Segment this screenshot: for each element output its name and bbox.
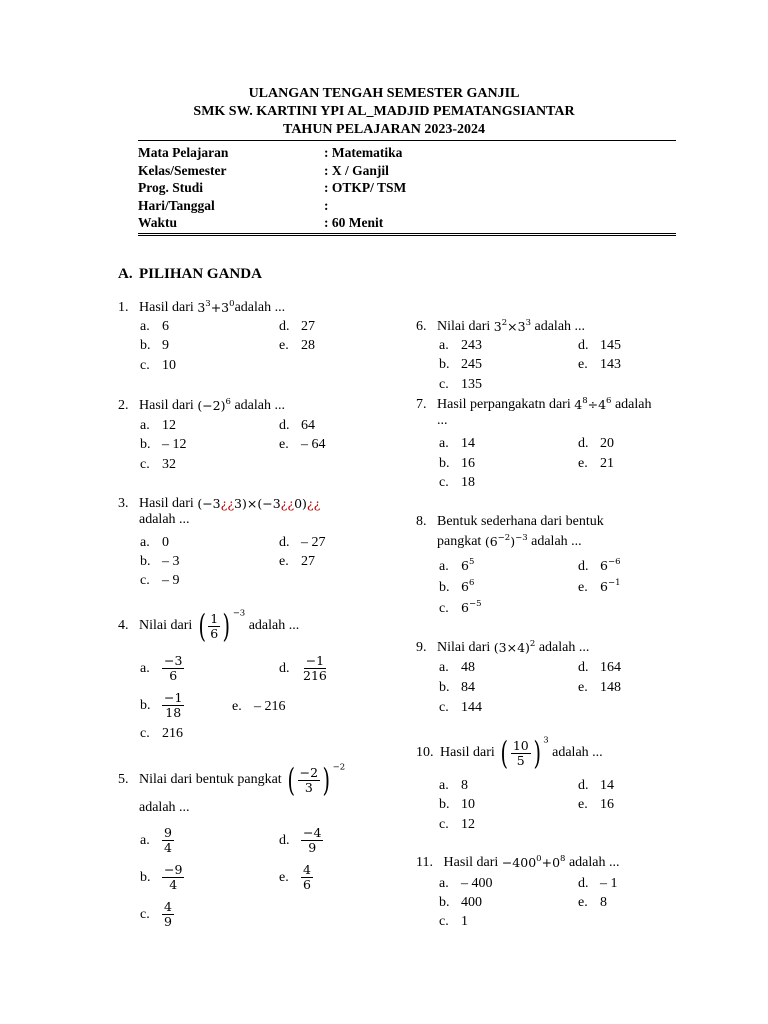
q10-option-c[interactable]: c. 12 [439,817,475,832]
q3-option-e[interactable]: e. 27 [279,554,315,569]
q7-option-d[interactable]: d. 20 [578,436,614,451]
q6-option-e[interactable]: e. 143 [578,357,621,372]
question-3-expression: (−3¿¿3)×(−3¿¿0)¿¿ [197,496,321,511]
header-line-2: SMK SW. KARTINI YPI AL_MADJID PEMATANGSIANTAR [193,104,575,119]
question-9-expression: $(3\times 4)^2$ [493,639,536,655]
question-10: 10. Hasil dari ( $\frac{10}{5}$ ) $^3$ adalah ... [416,734,603,772]
q9-option-b[interactable]: b. 84 [439,680,475,695]
q8-option-e[interactable]: e. $6^{-1}$ [578,578,621,595]
info-row-date: Hari/Tanggal : [138,197,329,213]
q11-option-e[interactable]: e. 8 [578,895,607,910]
q11-option-a[interactable]: a. – 400 [439,876,493,891]
q1-option-e[interactable]: e. 28 [279,338,315,353]
q10-option-d[interactable]: d. 14 [578,778,614,793]
header-line-1: ULANGAN TENGAH SEMESTER GANJIL [248,86,520,101]
question-6-expression: $3^2\times 3^3$ [493,318,531,334]
q5-option-e[interactable]: e. $\frac{4}{6}$ [279,862,311,892]
section-title: A. PILIHAN GANDA [118,266,262,282]
question-8-expression: $(6^{-2})^{-3}$ [484,533,528,549]
question-6: 6. Nilai dari $3^2\times 3^3$ adalah ... [416,318,586,334]
info-row-class: Kelas/Semester : X / Ganjil [138,162,389,178]
q9-option-c[interactable]: c. 144 [439,700,482,715]
q1-option-a[interactable]: a. 6 [140,319,169,334]
q11-option-c[interactable]: c. 1 [439,914,468,929]
info-row-subject: Mata Pelajaran : Matematika [138,145,403,160]
q7-option-b[interactable]: b. 16 [439,456,475,471]
question-9: 9. Nilai dari $(3\times 4)^2$ adalah ... [416,639,590,655]
question-4: 4. Nilai dari ( $\frac{1}{6}$ ) $^{-3}$ adalah ... [118,607,300,645]
bottom-rule [138,233,676,236]
question-1-expression: $3^3+3^0$ [197,299,235,315]
question-8: 8. Bentuk sederhana dari bentuk pangkat $(6^{-2})^{-3}$ adalah ... [416,514,604,549]
q3-option-c[interactable]: c. – 9 [140,573,180,588]
q7-option-c[interactable]: c. 18 [439,475,475,490]
q11-option-b[interactable]: b. 400 [439,895,482,910]
question-2-expression: $(-2)^6$ [197,397,231,413]
question-2: 2. Hasil dari $(-2)^6$ adalah ... [118,397,285,413]
q8-option-c[interactable]: c. $6^{-5}$ [439,599,482,616]
q3-option-b[interactable]: b. – 3 [140,554,180,569]
question-11: 11. Hasil dari $-400^0+0^8$ adalah ... [416,854,620,870]
top-rule [138,140,676,141]
question-5: 5. Nilai dari bentuk pangkat ( $\frac{-2}{3}$ ) $^{-2}$ adalah ... [118,761,346,815]
q2-option-e[interactable]: e. – 64 [279,437,326,452]
q6-option-b[interactable]: b. 245 [439,357,482,372]
q4-option-c[interactable]: c. 216 [140,726,183,741]
q8-option-b[interactable]: b. $6^6$ [439,578,475,595]
q7-option-e[interactable]: e. 21 [578,456,614,471]
q3-option-d[interactable]: d. – 27 [279,535,326,550]
q8-option-a[interactable]: a. $6^5$ [439,557,475,574]
q1-option-d[interactable]: d. 27 [279,319,315,334]
q4-option-e[interactable]: e. – 216 [232,699,286,714]
exam-info-table [138,140,676,236]
question-5-expression: ( $\frac{-2}{3}$ ) $^{-2}$ [287,761,346,799]
question-4-expression: ( $\frac{1}{6}$ ) $^{-3}$ [198,607,246,645]
header-line-3: TAHUN PELAJARAN 2023-2024 [283,122,485,137]
question-10-expression: ( $\frac{10}{5}$ ) $^3$ [500,734,549,772]
question-11-expression: $-400^0+0^8$ [501,854,566,870]
q4-option-d[interactable]: d. $\frac{-1}{216}$ [279,653,327,683]
q6-option-d[interactable]: d. 145 [578,338,621,353]
question-7: 7. Hasil perpangakatn dari $4^8\div 4^6$ adalah ... [416,396,652,428]
info-row-program: Prog. Studi : OTKP/ TSM [138,180,407,196]
q5-option-c[interactable]: c. $\frac{4}{9}$ [140,899,172,929]
q10-option-e[interactable]: e. 16 [578,797,614,812]
q1-option-c[interactable]: c. 10 [140,358,176,373]
q10-option-a[interactable]: a. 8 [439,778,468,793]
exam-header [0,85,768,139]
info-row-time: Waktu : 60 Menit [138,215,384,231]
q10-option-b[interactable]: b. 10 [439,797,475,812]
q7-option-a[interactable]: a. 14 [439,436,475,451]
q3-option-a[interactable]: a. 0 [140,535,169,550]
question-3: 3. Hasil dari (−3¿¿3)×(−3¿¿0)¿¿ adalah ... [118,496,321,527]
q9-option-d[interactable]: d. 164 [578,660,621,675]
q2-option-a[interactable]: a. 12 [140,418,176,433]
q5-option-a[interactable]: a. $\frac{9}{4}$ [140,825,172,855]
q8-option-d[interactable]: d. $6^{-6}$ [578,557,621,574]
q9-option-a[interactable]: a. 48 [439,660,475,675]
q9-option-e[interactable]: e. 148 [578,680,621,695]
q2-option-c[interactable]: c. 32 [140,457,176,472]
q6-option-a[interactable]: a. 243 [439,338,482,353]
q11-option-d[interactable]: d. – 1 [578,876,618,891]
q4-option-a[interactable]: a. $\frac{-3}{6}$ [140,653,183,683]
q2-option-d[interactable]: d. 64 [279,418,315,433]
q1-option-b[interactable]: b. 9 [140,338,169,353]
q2-option-b[interactable]: b. – 12 [140,437,187,452]
q5-option-b[interactable]: b. $\frac{-9}{4}$ [140,862,183,892]
question-1: 1. Hasil dari $3^3+3^0$ adalah ... [118,299,286,315]
q6-option-c[interactable]: c. 135 [439,377,482,392]
q4-option-b[interactable]: b. $\frac{-1}{18}$ [140,690,183,720]
q5-option-d[interactable]: d. $\frac{-4}{9}$ [279,825,322,855]
question-7-expression: $4^8\div 4^6$ [574,396,612,412]
